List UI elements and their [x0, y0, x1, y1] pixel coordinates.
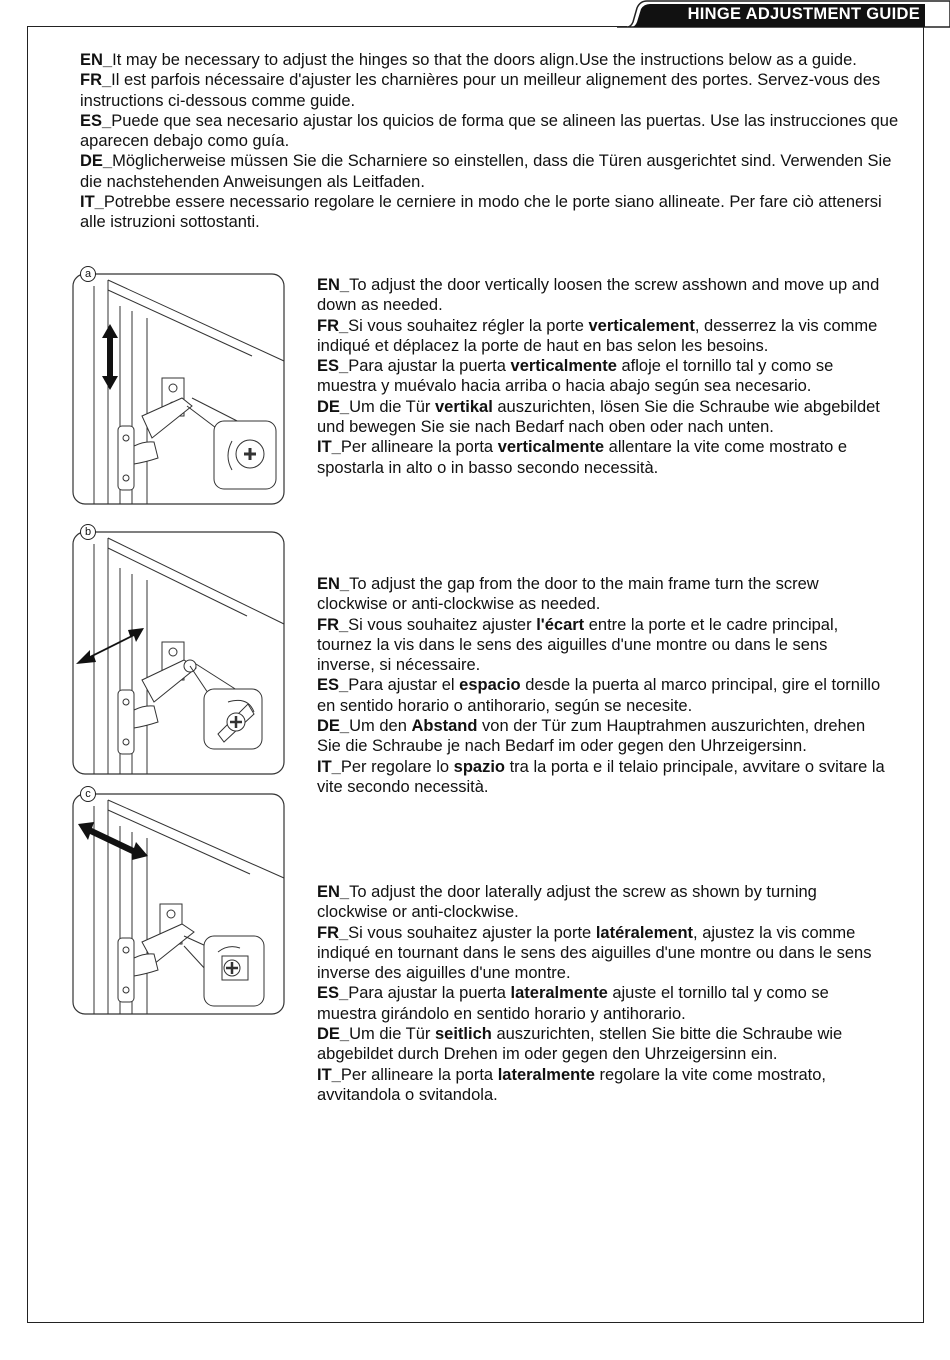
section-b-en [317, 574, 887, 615]
para-text: auszurichten, lösen Sie die Schraube wie abgebildet und bewegen Sie sie nach Bedarf nach oben oder nach unten. [317, 397, 880, 437]
figure-b [72, 524, 286, 776]
lang-code: ES_ [80, 111, 112, 130]
section-b-de [317, 716, 887, 757]
intro-fr [80, 70, 900, 111]
section-c-en [317, 882, 887, 923]
para-text: Per allineare la porta [340, 1065, 498, 1084]
lang-code: ES_ [317, 357, 349, 376]
lang-code: EN_ [317, 276, 350, 294]
section-b-fr [317, 615, 887, 676]
para-text: Si vous souhaitez ajuster [348, 615, 537, 634]
lang-code: IT_ [317, 757, 341, 776]
lang-code: DE_ [317, 1025, 350, 1044]
lang-code: EN_ [317, 575, 350, 593]
figure-b-badge: b [80, 524, 96, 540]
para-text: , ajustez la vis comme indiqué en tournant dans le sens des aiguilles d'une montre ou dans le sens inverse des aiguilles d'une montre. [317, 923, 872, 983]
para-keyword: latéralement [595, 923, 694, 942]
intro-text: Möglicherweise müssen Sie die Scharniere so einstellen, dass die Türen ausgerichtet sind. Verwenden Sie die nachstehenden Anweisungen als Leitfaden. [80, 152, 892, 191]
para-keyword: lateralmente [510, 984, 608, 1003]
section-a-fr [317, 316, 887, 357]
section-c-es [317, 983, 887, 1024]
lang-code: IT_ [317, 438, 341, 457]
section-c-it [317, 1065, 887, 1106]
para-text: Para ajustar la puerta [348, 984, 511, 1003]
para-keyword: verticalement [588, 316, 695, 335]
para-text: tra la porta e il telaio principale, avvitare o svitare la vite secondo necessità. [317, 757, 885, 796]
para-text: afloje el tornillo tal y como se muestra y muévalo hacia arriba o hacia abajo según sea necesario. [317, 357, 834, 396]
para-keyword: seitlich [435, 1025, 492, 1044]
para-text: Para ajustar el [348, 676, 460, 695]
lang-code: ES_ [317, 676, 349, 695]
para-text: Para ajustar la puerta [348, 357, 511, 376]
para-text: To adjust the gap from the door to the main frame turn the screw clockwise or anti-clockwise as needed. [317, 575, 819, 614]
para-text: auszurichten, stellen Sie bitte die Schraube wie abgebildet durch Drehen im oder gegen den Uhrzeigersinn ein. [317, 1025, 843, 1064]
para-text: ajuste el tornillo tal y como se muestra girándolo en sentido horario y antihorario. [317, 984, 829, 1023]
intro-en [80, 50, 900, 70]
header-title: HINGE ADJUSTMENT GUIDE [687, 5, 920, 23]
intro-text: Potrebbe essere necessario regolare le cerniere in modo che le porte siano allineate. Per fare ciò attenersi alle istruzioni sottostanti. [80, 193, 882, 232]
para-keyword: Abstand [411, 717, 478, 736]
intro-es [80, 111, 900, 152]
lang-code: EN_ [80, 51, 113, 69]
hinge-lateral-adjust-illustration [72, 786, 286, 1016]
para-text: desde la puerta al marco principal, gire el tornillo en sentido horario o antihorario, según se necesite. [317, 676, 881, 715]
para-text: , desserrez la vis comme indiqué et déplacez la porte de haut en bas selon les besoins. [317, 316, 878, 355]
para-keyword: spazio [453, 757, 506, 776]
para-text: Si vous souhaitez régler la porte [348, 316, 589, 335]
intro-text: It may be necessary to adjust the hinges so that the doors align.Use the instructions below as a guide. [112, 51, 857, 69]
para-keyword: vertikal [435, 397, 493, 416]
header-tab [617, 0, 950, 30]
para-text: To adjust the door laterally adjust the screw as shown by turning clockwise or anti-clockwise. [317, 883, 817, 922]
lang-code: FR_ [317, 316, 349, 335]
hinge-vertical-adjust-illustration [72, 266, 286, 506]
lang-code: DE_ [317, 397, 350, 416]
figure-a [72, 266, 286, 506]
lang-code: ES_ [317, 984, 349, 1003]
section-b-it [317, 757, 887, 798]
section-a-es [317, 356, 887, 397]
section-c-de [317, 1024, 887, 1065]
lang-code: FR_ [317, 923, 349, 942]
para-keyword: l'écart [536, 615, 585, 634]
section-gap [317, 574, 887, 797]
lang-code: IT_ [80, 193, 104, 212]
lang-code: IT_ [317, 1065, 341, 1084]
para-text: allentare la vite come mostrato e spostarla in alto o in basso secondo necessità. [317, 438, 848, 477]
lang-code: FR_ [317, 615, 349, 634]
para-text: Um die Tür [349, 1025, 435, 1044]
section-a-de [317, 397, 887, 438]
para-text: Um den [349, 717, 412, 736]
para-text: regolare la vite come mostrato, avvitandola o svitandola. [317, 1065, 827, 1104]
para-keyword: verticalmente [510, 357, 617, 376]
section-a-en [317, 275, 887, 316]
para-text: Per regolare lo [340, 757, 454, 776]
hinge-gap-adjust-illustration [72, 524, 286, 776]
section-b-es [317, 675, 887, 716]
figure-c [72, 786, 286, 1016]
para-text: Per allineare la porta [340, 438, 498, 457]
para-text: To adjust the door vertically loosen the screw asshown and move up and down as needed. [317, 276, 880, 315]
para-text: Si vous souhaitez ajuster la porte [348, 923, 596, 942]
section-vertical [317, 275, 887, 478]
section-lateral [317, 882, 887, 1105]
para-text: Um die Tür [349, 397, 435, 416]
section-a-it [317, 437, 887, 478]
para-keyword: verticalmente [497, 438, 605, 457]
intro-text: Puede que sea necesario ajustar los quicios de forma que se alineen las puertas. Use las instrucciones que aparecen debajo como guía. [80, 111, 899, 151]
intro-de [80, 151, 900, 192]
para-keyword: espacio [459, 676, 521, 695]
lang-code: EN_ [317, 883, 350, 901]
intro-text: Il est parfois nécessaire d'ajuster les charnières pour un meilleur alignement des portes. Servez-vous des instructions ci-dessous comme guide. [80, 71, 881, 110]
para-text: von der Tür zum Hauptrahmen auszurichten, drehen Sie die Schraube je nach Bedarf im oder gegen den Uhrzeigersinn. [317, 717, 866, 756]
lang-code: FR_ [80, 71, 112, 90]
para-text: entre la porte et le cadre principal, tournez la vis dans le sens des aiguilles d'une montre ou dans le sens inverse, si nécessaire. [317, 615, 839, 675]
figure-c-badge: c [80, 786, 96, 802]
lang-code: DE_ [80, 152, 113, 171]
para-keyword: lateralmente [497, 1065, 595, 1084]
figure-a-badge: a [80, 266, 96, 282]
lang-code: DE_ [317, 717, 350, 736]
intro-block [80, 50, 900, 233]
section-c-fr [317, 923, 887, 984]
page-frame-top-line [27, 26, 627, 27]
intro-it [80, 192, 900, 233]
